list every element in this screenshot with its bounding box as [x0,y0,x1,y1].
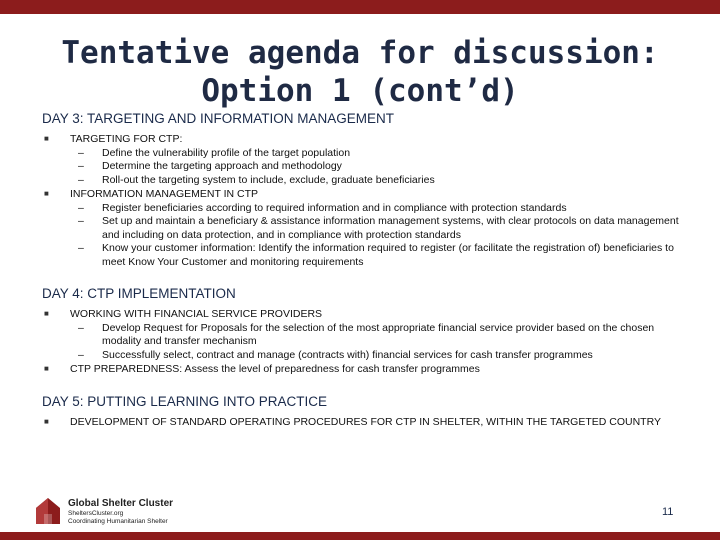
dash-icon: – [78,201,84,214]
day-5-section [42,393,682,430]
subitem-text: Register beneficiaries according to required information and in compliance with protection standards [102,201,567,214]
subitem-text: Develop Request for Proposals for the selection of the most appropriate financial service provider based on the chosen modality and transfer mechanism [102,321,655,347]
agenda-subitem [42,349,682,363]
square-bullet-icon: ■ [44,416,49,426]
agenda-item [42,132,682,147]
top-accent-bar [0,0,720,14]
agenda-subitem [42,147,682,161]
day-heading: DAY 3: TARGETING AND INFORMATION MANAGEMENT [42,111,395,126]
agenda-item-text: INFORMATION MANAGEMENT IN CTP [70,188,259,200]
square-bullet-icon: ■ [44,309,49,318]
bottom-accent-bar [0,532,720,540]
subitem-text: Determine the targeting approach and methodology [102,160,342,172]
agenda-subitem [42,160,682,174]
day-4-section [42,285,682,377]
page-title [0,34,720,110]
day-heading: DAY 5: PUTTING LEARNING INTO PRACTICE [42,393,328,409]
shelter-logo-icon [34,496,62,526]
agenda-subitem [42,174,682,188]
agenda-item-text: TARGETING FOR CTP: [70,133,183,145]
agenda-item [42,307,682,322]
dash-icon: – [78,321,84,334]
page-number: 11 [662,506,674,518]
dash-icon: – [78,173,84,186]
agenda-item [42,187,682,202]
dash-icon: – [78,242,84,254]
agenda-subitem [42,322,682,349]
dash-icon: – [78,160,84,172]
subitem-text: Successfully select, contract and manage (contracts with) financial services for cash transfer programmes [102,348,593,361]
footer-site: SheltersCluster.org [68,510,124,517]
day-3-section [42,110,682,269]
agenda-item-text: WORKING WITH FINANCIAL SERVICE PROVIDERS [70,308,323,320]
title-line-1: Tentative agenda for discussion: [61,35,659,71]
subitem-text: Know your customer information: Identify the information required to register (or facilitate the registration of) beneficiaries to meet Know Your Customer and monitoring requirements [102,242,674,268]
subitem-text: Roll-out the targeting system to include, exclude, graduate beneficiaries [102,173,435,186]
agenda-item [42,415,682,430]
dash-icon: – [78,215,84,227]
agenda-subitem [42,215,682,242]
agenda-subitem [42,242,682,269]
agenda-item-text: DEVELOPMENT OF STANDARD OPERATING PROCEDURES FOR CTP IN SHELTER, WITHIN THE TARGETED COUNTRY [70,415,661,428]
agenda-subitem [42,202,682,216]
agenda-item-text: CTP PREPAREDNESS: Assess the level of preparedness for cash transfer programmes [70,363,480,375]
dash-icon: – [78,146,84,159]
subitem-text: Define the vulnerability profile of the target population [102,146,351,159]
subitem-text: Set up and maintain a beneficiary & assistance information management systems, with clear protocols on data management and including on data protection, and in compliance with protection standards [102,215,679,241]
dash-icon: – [78,348,84,361]
footer-tagline: Coordinating Humanitarian Shelter [68,518,168,525]
footer-org-block [68,498,173,526]
title-line-2: Option 1 (cont’d) [201,73,519,109]
agenda-content [42,110,682,445]
square-bullet-icon: ■ [44,134,49,143]
day-heading: DAY 4: CTP IMPLEMENTATION [42,286,236,301]
agenda-item [42,362,682,377]
square-bullet-icon: ■ [44,364,49,373]
footer-org-name: Global Shelter Cluster [68,498,174,509]
square-bullet-icon: ■ [44,189,49,198]
